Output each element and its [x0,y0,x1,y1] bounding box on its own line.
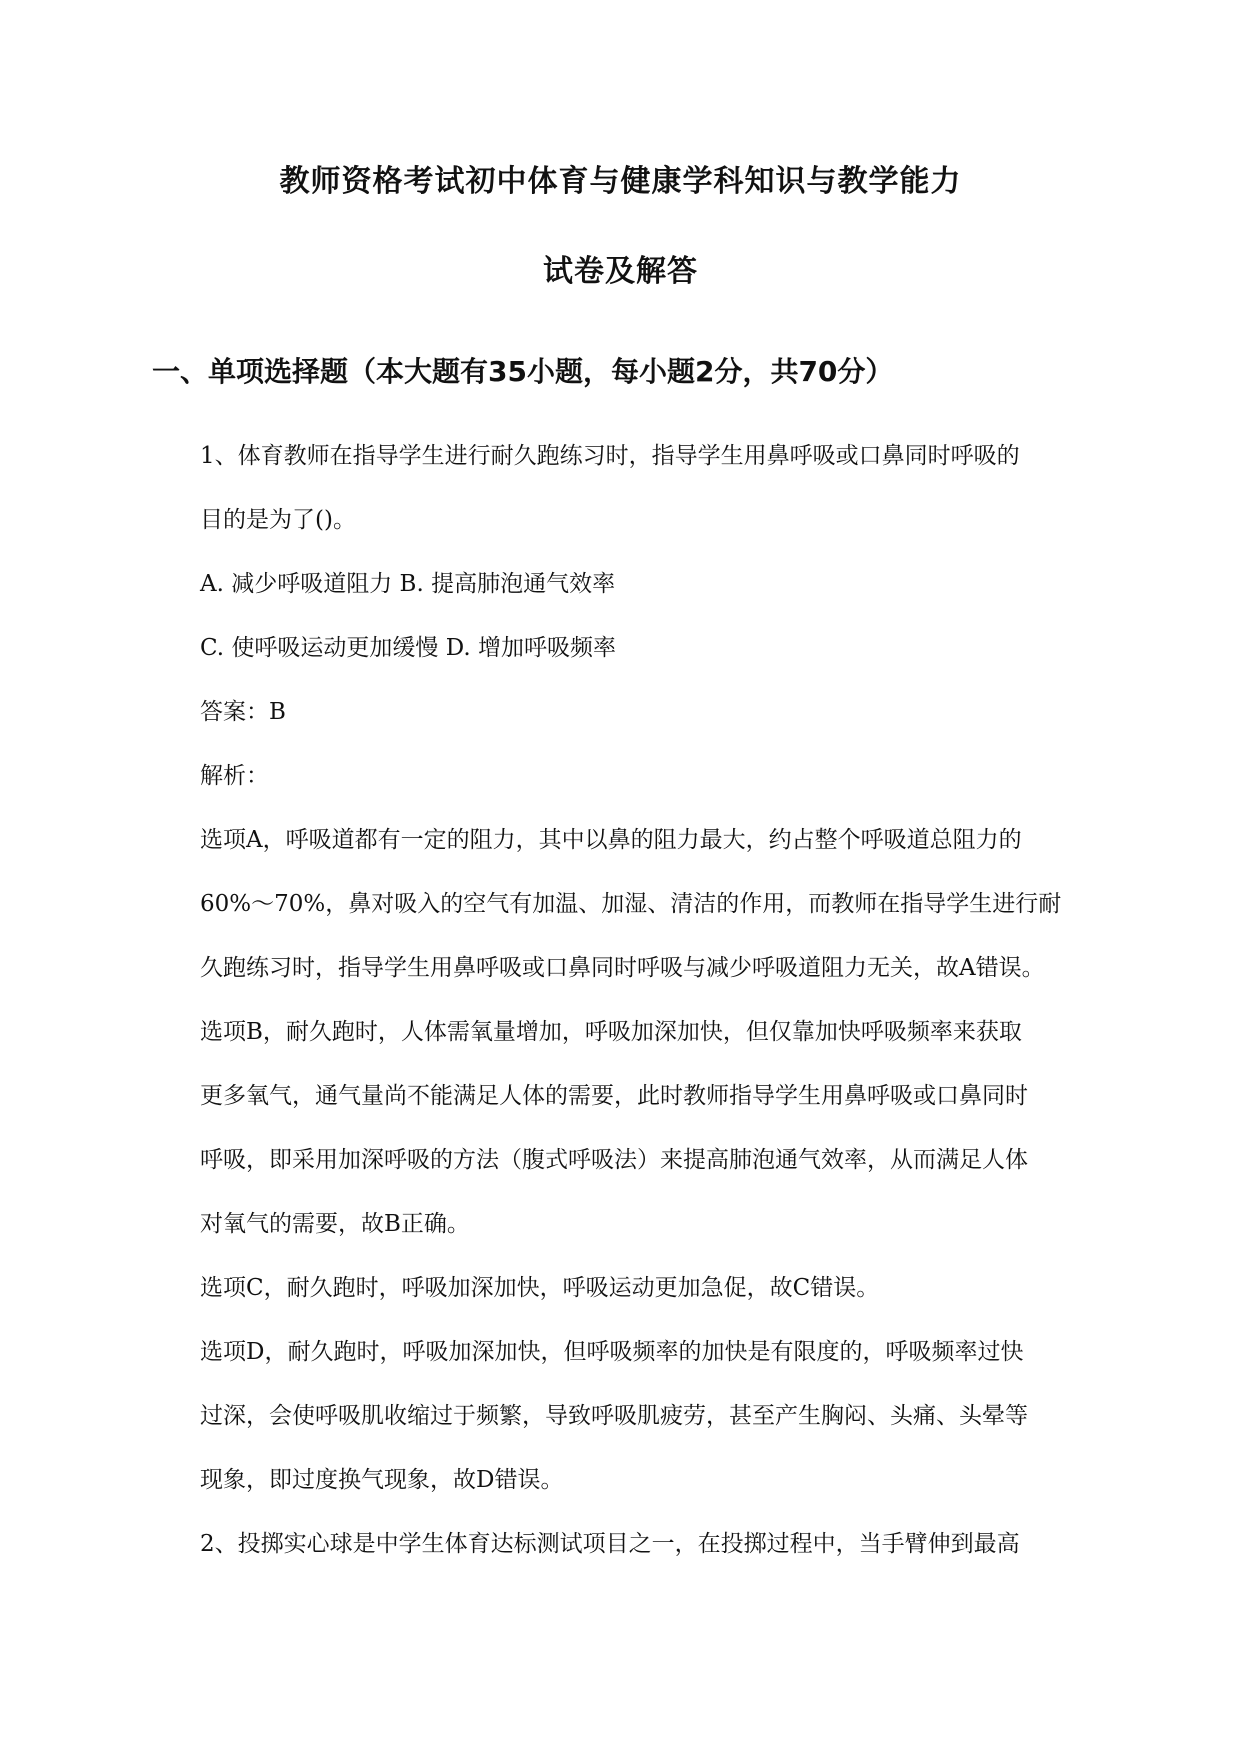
text-line: 过深，会使呼吸肌收缩过于频繁，导致呼吸肌疲劳，甚至产生胸闷、头痛、头晕等 [200,1403,1028,1429]
text-line: 目的是为了()。 [200,507,356,533]
text-line: 现象，即过度换气现象，故D错误。 [200,1467,564,1493]
text-line: 久跑练习时，指导学生用鼻呼吸或口鼻同时呼吸与减少呼吸道阻力无关，故A错误。 [200,955,1045,981]
text-line: A. 减少呼吸道阻力 B. 提高肺泡通气效率 [200,571,616,597]
text-line: 选项D，耐久跑时，呼吸加深加快，但呼吸频率的加快是有限度的，呼吸频率过快 [200,1339,1024,1365]
analysis-label: 解析： [200,763,269,789]
document-title-line2: 试卷及解答 [543,254,698,289]
text-line: 2、投掷实心球是中学生体育达标测试项目之一，在投掷过程中，当手臂伸到最高 [200,1531,1020,1557]
answer-line: 答案：B [200,699,286,725]
text-line: 选项B，耐久跑时，人体需氧量增加，呼吸加深加快，但仅靠加快呼吸频率来获取 [200,1019,1022,1045]
text-line: 1、体育教师在指导学生进行耐久跑练习时，指导学生用鼻呼吸或口鼻同时呼吸的 [200,443,1020,469]
text-line: C. 使呼吸运动更加缓慢 D. 增加呼吸频率 [200,635,616,661]
document-title-line1: 教师资格考试初中体育与健康学科知识与教学能力 [279,164,962,199]
section-heading: 一、单项选择题（本大题有35小题，每小题2分，共70分） [152,355,894,388]
text-line: 更多氧气，通气量尚不能满足人体的需要，此时教师指导学生用鼻呼吸或口鼻同时 [200,1083,1028,1109]
text-line: 对氧气的需要，故B正确。 [200,1211,470,1237]
text-line: 选项C，耐久跑时，呼吸加深加快，呼吸运动更加急促，故C错误。 [200,1275,880,1301]
text-line: 选项A，呼吸道都有一定的阻力，其中以鼻的阻力最大，约占整个呼吸道总阻力的 [200,827,1022,853]
text-line: 60%～70%，鼻对吸入的空气有加温、加湿、清洁的作用，而教师在指导学生进行耐 [200,891,1062,917]
text-line: 呼吸，即采用加深呼吸的方法（腹式呼吸法）来提高肺泡通气效率，从而满足人体 [200,1147,1028,1173]
